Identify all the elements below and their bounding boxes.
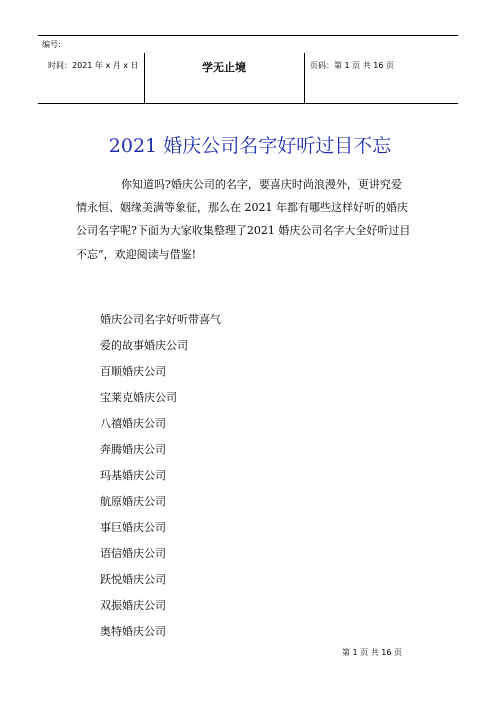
intro-line: 公司名字呢?下面为大家收集整理了2021 婚庆公司名字大全好听过目 xyxy=(76,224,411,238)
intro-line: 不忘”，欢迎阅读与借鉴! xyxy=(76,247,197,261)
list-item: 跃悦婚庆公司 xyxy=(100,573,166,586)
header-divider xyxy=(304,53,305,103)
header-number-label: 编号: xyxy=(42,40,61,49)
header-center-text: 学无止境 xyxy=(202,61,246,74)
intro-line: 情永恒、姻缘美满等象征，那么在 2021 年都有哪些这样好听的婚庆 xyxy=(76,201,408,215)
list-item: 宝莱克婚庆公司 xyxy=(100,391,177,404)
list-item: 爱的故事婚庆公司 xyxy=(100,339,188,352)
intro-line: 你知道吗?婚庆公司的名字，要喜庆时尚浪漫外，更讲究爱 xyxy=(121,178,402,191)
footer-page-number: 第 1 页 共 16 页 xyxy=(342,648,402,657)
list-item: 百顺婚庆公司 xyxy=(100,365,166,378)
list-item: 航原婚庆公司 xyxy=(100,495,166,508)
header-page-label: 页码：第 1 页 共 16 页 xyxy=(310,61,394,70)
document-header xyxy=(38,35,458,104)
list-item: 语信婚庆公司 xyxy=(100,547,166,560)
list-item: 婚庆公司名字好听带喜气 xyxy=(100,313,221,326)
list-item: 事巨婚庆公司 xyxy=(100,521,166,534)
list-item: 玛基婚庆公司 xyxy=(100,469,166,482)
intro-paragraph xyxy=(76,173,431,266)
list-item: 双振婚庆公司 xyxy=(100,599,166,612)
list-item: 八禧婚庆公司 xyxy=(100,417,166,430)
list-item: 奔腾婚庆公司 xyxy=(100,443,166,456)
document-title: 2021 婚庆公司名字好听过目不忘 xyxy=(108,135,392,157)
company-name-list xyxy=(100,307,221,645)
header-time-label: 时间：2021 年 x 月 x 日 xyxy=(48,61,139,70)
list-item: 奥特婚庆公司 xyxy=(100,625,166,638)
